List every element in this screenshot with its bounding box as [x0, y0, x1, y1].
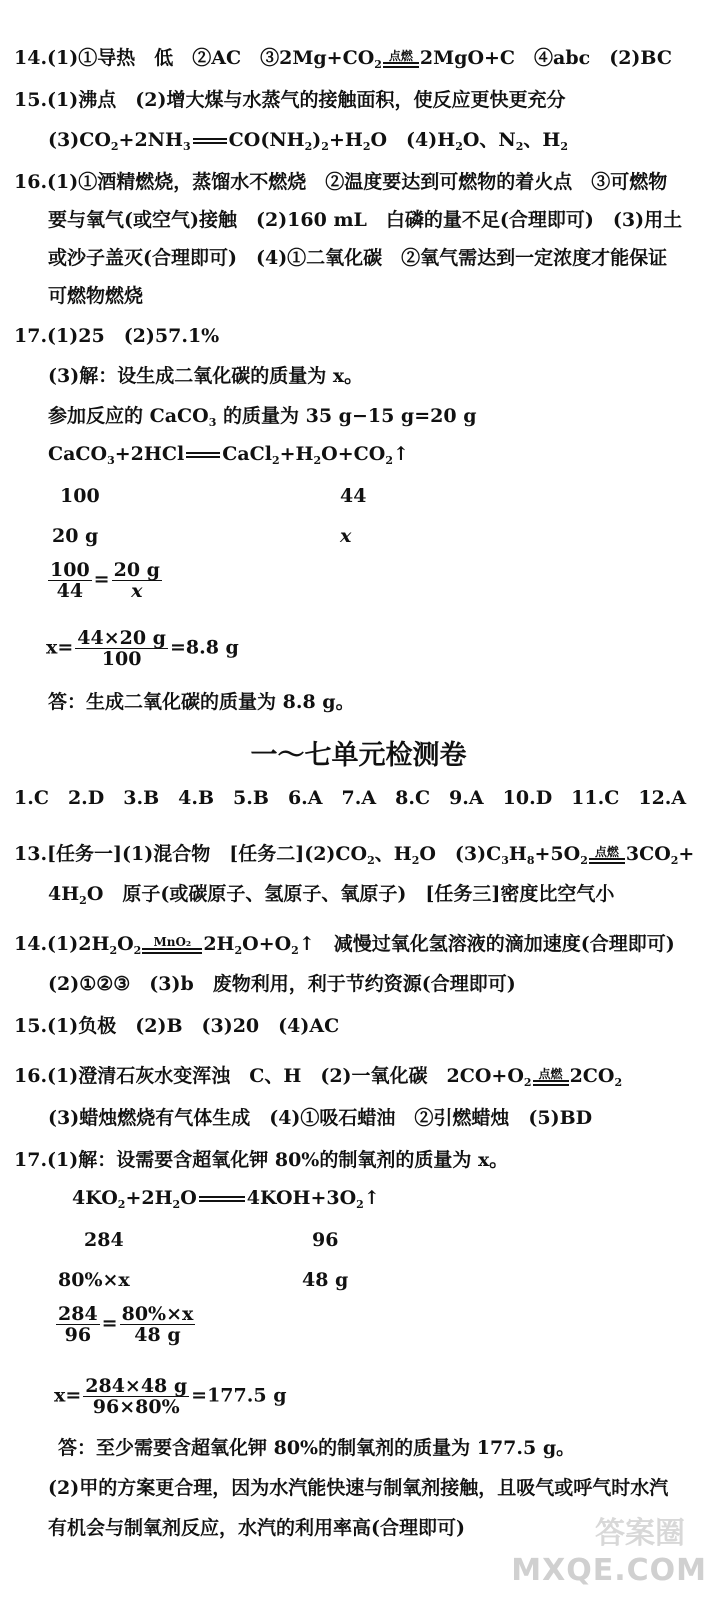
reaction-condition [589, 846, 625, 864]
t: 2H [203, 933, 235, 955]
sub: 3 [107, 454, 115, 467]
t: ) [312, 129, 322, 151]
t: 16.(1)澄清石灰水变浑浊 C、H (2)一氧化碳 2CO+O [14, 1065, 524, 1087]
q17b-equation [72, 1186, 380, 1217]
sub: 2 [523, 1076, 532, 1089]
sub: 2 [321, 140, 329, 153]
denominator: 100 [101, 648, 142, 670]
equals-sign [199, 1196, 245, 1202]
numerator: 44×20 g [77, 627, 166, 649]
fraction [112, 560, 162, 601]
q15b-line: 15.(1)负极 (2)B (3)20 (4)AC [14, 1015, 340, 1037]
mass-80x: 80%×x [58, 1269, 130, 1291]
reaction-condition [383, 50, 419, 68]
condition-label: 点燃 [388, 49, 413, 63]
fraction [83, 1376, 189, 1417]
condition-label: 点燃 [594, 845, 619, 859]
mc-answers: 1.C 2.D 3.B 4.B 5.B 6.A 7.A 8.C 9.A 10.D 11.C 12.A [14, 787, 687, 809]
t: O [117, 933, 134, 955]
t: O+O [242, 933, 292, 955]
q13-line-1 [14, 842, 694, 873]
sub: 2 [109, 944, 118, 957]
fraction [75, 628, 168, 669]
q16b-line-1 [14, 1064, 622, 1095]
denominator: x [131, 580, 143, 602]
sub: 2 [560, 140, 569, 153]
mass-48g: 48 g [302, 1269, 349, 1291]
watermark-logo: 答案圈 [595, 1516, 685, 1551]
equals-sign [186, 452, 220, 458]
numerator: 80%×x [121, 1303, 194, 1325]
q14-line [14, 46, 672, 77]
sub: 2 [304, 140, 313, 153]
q17b-answer: 答：至少需要含超氧化钾 80%的制氧剂的质量为 177.5 g。 [58, 1437, 576, 1459]
denominator: 96 [64, 1324, 92, 1346]
sub: 8 [526, 854, 535, 867]
t: x= [54, 1384, 82, 1407]
t: +2HCl [114, 443, 185, 465]
sub: 2 [271, 454, 280, 467]
q17-line-2: (3)解：设生成二氧化碳的质量为 x。 [48, 365, 364, 387]
q16-line-2: 要与氧气(或空气)接触 (2)160 mL 白磷的量不足(合理即可) (3)用土 [48, 209, 683, 231]
t: +2NH [118, 129, 183, 151]
q17b-line-1: 17.(1)解：设需要含超氧化钾 80%的制氧剂的质量为 x。 [14, 1149, 509, 1171]
t: 4KO [72, 1187, 118, 1209]
sub: 2 [411, 854, 420, 867]
t: +2H [125, 1187, 173, 1209]
mass-284: 284 [84, 1229, 124, 1251]
t: ↑ [363, 1187, 380, 1209]
t: +5O [534, 843, 581, 865]
numerator: 100 [50, 559, 90, 581]
t: +H [279, 443, 314, 465]
q16b-line-2: (3)蜡烛燃烧有气体生成 (4)①吸石蜡油 ②引燃蜡烛 (5)BD [48, 1107, 593, 1129]
sub: 3 [208, 416, 217, 429]
reaction-condition [533, 1068, 569, 1086]
fraction [48, 560, 92, 601]
q16-line-1: 16.(1)①酒精燃烧，蒸馏水不燃烧 ②温度要达到可燃物的着火点 ③可燃物 [14, 171, 668, 193]
sub: 2 [515, 140, 524, 153]
watermark-text: MXQE.COM [511, 1553, 707, 1588]
denominator: 96×80% [92, 1396, 180, 1418]
sub: 2 [133, 944, 142, 957]
t: O (3)C [419, 843, 502, 865]
mass-x: x [340, 525, 352, 547]
sub: 2 [670, 854, 679, 867]
t: (3)CO [48, 129, 111, 151]
q16-line-4: 可燃物燃烧 [48, 285, 144, 307]
q17-line-3 [48, 404, 476, 435]
sub: 3 [501, 854, 509, 867]
t: 4KOH+3O [246, 1187, 357, 1209]
t: 4H [48, 883, 80, 905]
proportion: $\frac{100}{44}$ = $\frac{20 g}{x}$ [50, 559, 160, 602]
q17b-line-2: (2)甲的方案更合理，因为水汽能快速与制氧剂接触，且吸气或呼气时水汽 [48, 1477, 669, 1499]
mass-44: 44 [340, 485, 367, 507]
condition-label: 点燃 [538, 1067, 563, 1081]
fraction [120, 1304, 196, 1345]
q15-line-2 [48, 128, 568, 159]
q17-equation [48, 442, 409, 473]
condition-label: MnO₂ [153, 935, 192, 949]
t: ↑ [392, 443, 409, 465]
denominator: 44 [56, 580, 84, 602]
t: ↑ 减慢过氧化氢溶液的滴加速度(合理即可) [298, 933, 675, 955]
q17-answer: 答：生成二氧化碳的质量为 8.8 g。 [48, 691, 355, 713]
mass-96: 96 [312, 1229, 339, 1251]
sub: 2 [367, 854, 375, 867]
proportion-b: $\frac{284}{96}$ = $\frac{80\%\times x}{48 g}$ [58, 1303, 194, 1346]
sub: 2 [234, 944, 243, 957]
numerator: 20 g [113, 559, 160, 581]
t: H [508, 843, 527, 865]
t: O (4)H [370, 129, 456, 151]
q17-line-1: 17.(1)25 (2)57.1% [14, 325, 220, 347]
sub: 2 [110, 140, 119, 153]
sub: 2 [385, 454, 393, 467]
x-solution [46, 628, 239, 669]
t: CaCO [48, 443, 108, 465]
q14b-line-1 [14, 932, 675, 963]
t: 2CO [569, 1065, 615, 1087]
q15-line-1: 15.(1)沸点 (2)增大煤与水蒸气的接触面积，使反应更快更充分 [14, 89, 566, 111]
t: 13.[任务一](1)混合物 [任务二](2)CO [14, 843, 368, 865]
t: x= [46, 636, 74, 659]
q13-line-2 [48, 882, 614, 913]
t: + [678, 843, 695, 865]
t: =8.8 g [169, 636, 239, 659]
reaction-condition [142, 936, 202, 954]
sub: 2 [172, 1198, 181, 1211]
t: 的质量为 35 g−15 g=20 g [216, 405, 477, 427]
sub: 2 [455, 140, 463, 153]
sub: 2 [117, 1198, 126, 1211]
mass-100: 100 [60, 485, 100, 507]
q17b-line-3: 有机会与制氧剂反应，水汽的利用率高(合理即可) [48, 1517, 465, 1539]
x-solution-b [54, 1376, 287, 1417]
t: 3CO [625, 843, 671, 865]
t: O [180, 1187, 197, 1209]
t: 参加反应的 CaCO [48, 405, 209, 427]
q16-line-3: 或沙子盖灭(合理即可) (4)①二氧化碳 ②氧气需达到一定浓度才能保证 [48, 247, 668, 269]
t: O+CO [321, 443, 386, 465]
q14-text-b: 2MgO+C ④abc (2)BC [419, 47, 672, 69]
t: CO(NH [228, 129, 305, 151]
t: 14.(1)2H [14, 933, 110, 955]
section-title: 一～七单元检测卷 [250, 740, 467, 771]
t: O 原子(或碳原子、氢原子、氧原子) [任务三]密度比空气小 [86, 883, 615, 905]
t: O、N [462, 129, 516, 151]
sub: 2 [614, 1076, 623, 1089]
equals-sign [193, 138, 227, 144]
mass-20g: 20 g [52, 525, 99, 547]
t: =177.5 g [191, 1384, 287, 1407]
q14-text-a: 14.(1)①导热 低 ②AC ③2Mg+CO [14, 47, 375, 69]
fraction [56, 1304, 100, 1345]
sub: 2 [291, 944, 299, 957]
sub: 2 [356, 1198, 364, 1211]
sub: 2 [580, 854, 588, 867]
sub: 3 [183, 140, 191, 153]
sub: 2 [374, 58, 382, 71]
sub: 2 [313, 454, 322, 467]
t: 、H [374, 843, 412, 865]
numerator: 284 [58, 1303, 98, 1325]
q14b-line-2: (2)①②③ (3)b 废物利用，利于节约资源(合理即可) [48, 973, 516, 995]
t: +H [328, 129, 363, 151]
sub: 2 [79, 894, 87, 907]
t: CaCl [222, 443, 272, 465]
numerator: 284×48 g [85, 1375, 188, 1397]
denominator: 48 g [134, 1324, 181, 1346]
sub: 2 [362, 140, 371, 153]
t: 、H [523, 129, 561, 151]
